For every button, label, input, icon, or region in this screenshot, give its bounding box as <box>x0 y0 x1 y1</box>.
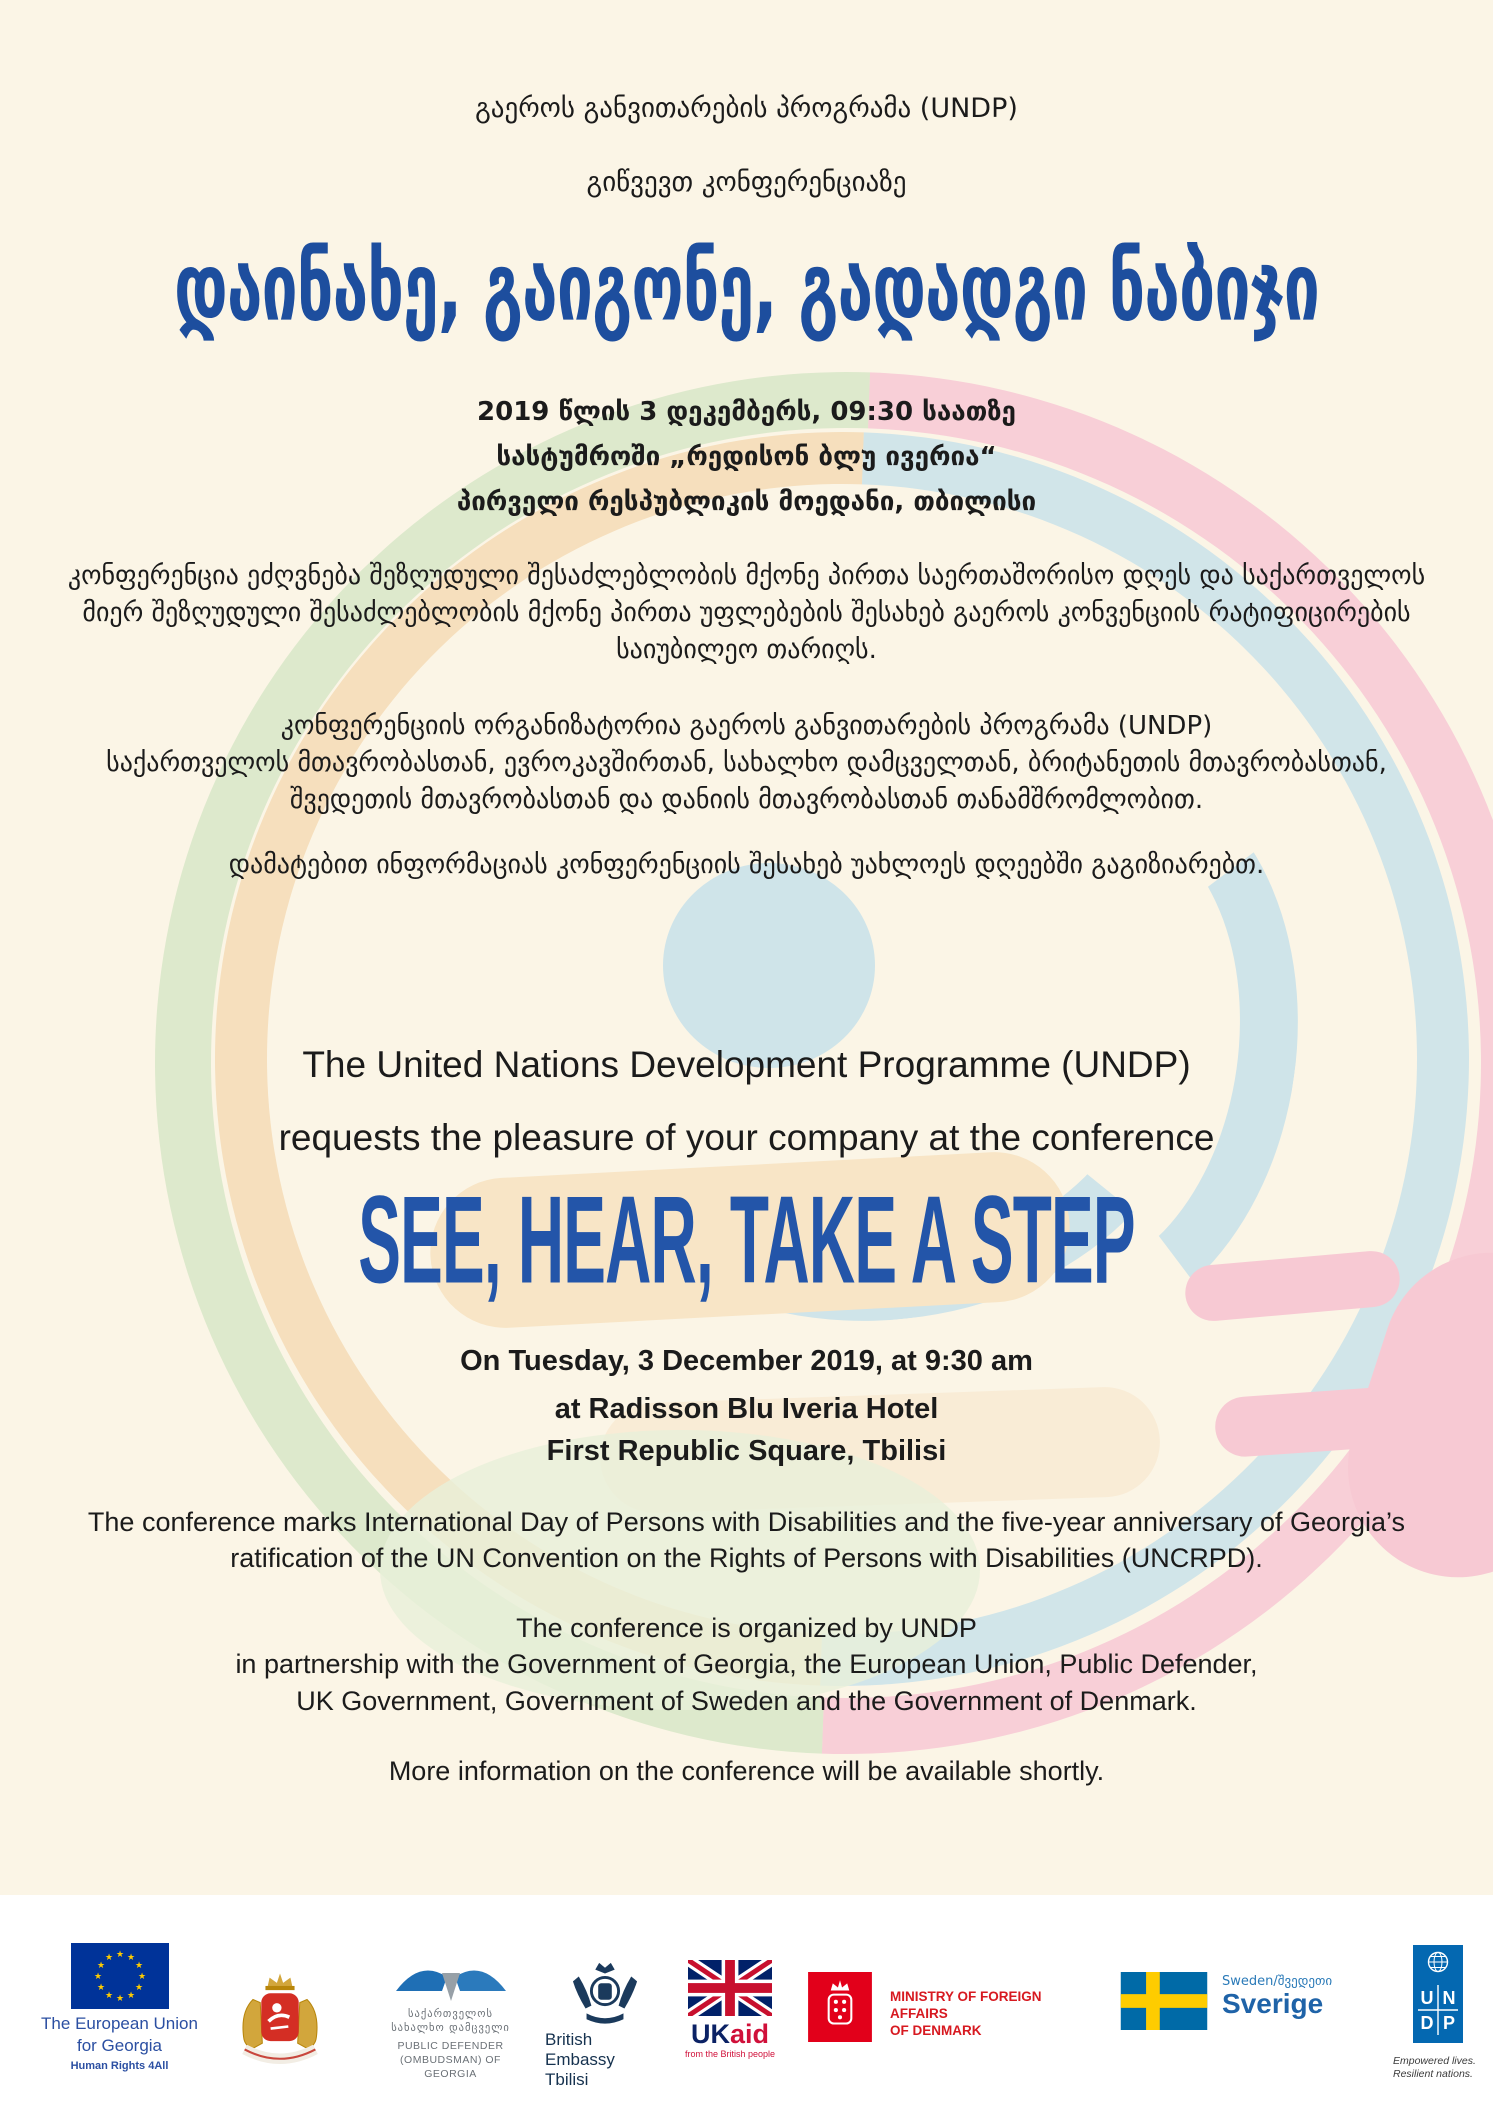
english-paragraph3: More information on the conference will be available shortly. <box>388 1756 1105 1786</box>
georgia-coat-of-arms-icon <box>228 1966 332 2086</box>
union-jack-icon <box>688 1960 772 2016</box>
georgian-venue-line: სასტუმროში „რედისონ ბლუ ივერია“ <box>496 442 997 472</box>
georgian-date-line: 2019 წლის 3 დეკემბერს, 09:30 საათზე <box>477 397 1016 427</box>
public-defender-bird-icon <box>392 1955 510 2003</box>
english-paragraph2-line3: UK Government, Government of Sweden and the Government of Denmark. <box>296 1686 1197 1716</box>
undp-tagline-line1: Empowered lives. <box>1393 2055 1476 2067</box>
denmark-crest-icon <box>808 1972 872 2042</box>
british-embassy-line1: British Embassy <box>545 2030 615 2069</box>
english-address-line: First Republic Square, Tbilisi <box>546 1435 947 1467</box>
georgian-intro-line2: გიწვევთ კონფერენციაზე <box>586 167 907 198</box>
public-defender-georgian-line1: საქართველოს <box>408 2008 493 2020</box>
ukaid-uk-text: UK <box>690 2019 730 2049</box>
sweden-logo <box>1118 1972 1368 2030</box>
undp-letter-u: U <box>1420 1988 1433 2008</box>
public-defender-logo <box>378 1955 523 2081</box>
georgian-address-line: პირველი რესპუბლიკის მოედანი, თბილისი <box>456 487 1037 517</box>
sweden-sverige-label: Sverige <box>1222 1988 1324 2019</box>
svg-text:★: ★ <box>126 1953 135 1963</box>
english-title: SEE, HEAR, TAKE A STEP <box>358 1171 1135 1310</box>
british-embassy-logo <box>545 1958 665 2090</box>
english-paragraph2-line1: The conference is organized by UNDP <box>516 1613 977 1643</box>
english-intro-line1: The United Nations Development Programme (UNDP) <box>302 1044 1191 1085</box>
sweden-flag-icon <box>1118 1972 1210 2030</box>
denmark-mfa-logo <box>808 1972 1098 2042</box>
undp-logo-icon <box>1413 1945 1463 2043</box>
denmark-mfa-line2: OF DENMARK <box>890 2023 982 2038</box>
georgian-paragraph1-line1: კონფერენცია ეძღვნება შეზღუდული შესაძლებლობის მქონე პირთა საერთაშორისო დღეს და საქართველოს <box>67 561 1426 591</box>
georgian-paragraph2-line1: კონფერენციის ორგანიზატორია გაეროს განვითარების პროგრამა (UNDP) <box>280 711 1213 741</box>
svg-text:★: ★ <box>104 1953 113 1963</box>
public-defender-english-line2: (OMBUDSMAN) OF GEORGIA <box>400 2054 501 2080</box>
public-defender-georgian-line2: სახალხო დამცველი <box>391 2022 510 2034</box>
sweden-bilingual-label: Sweden/შვედეთი <box>1222 1974 1333 1989</box>
english-paragraph1-line1: The conference marks International Day of Persons with Disabilities and the five-year anniversary of Georgia’s <box>87 1507 1406 1537</box>
ukaid-logo <box>680 1960 780 2059</box>
svg-text:★: ★ <box>137 1972 146 1982</box>
british-embassy-line2: Tbilisi <box>545 2070 589 2089</box>
eu-logo-line2: for Georgia <box>76 2036 163 2055</box>
english-venue-line: at Radisson Blu Iveria Hotel <box>554 1393 939 1425</box>
eu-logo-line1: The European Union <box>41 2014 198 2033</box>
svg-text:★: ★ <box>93 1972 102 1982</box>
svg-text:★: ★ <box>115 1994 124 2004</box>
svg-text:★: ★ <box>96 1961 105 1971</box>
undp-logo <box>1385 1945 1490 2081</box>
undp-letter-n: N <box>1442 1988 1455 2008</box>
english-paragraph1-line2: ratification of the UN Convention on the Rights of Persons with Disabilities (UNCRPD). <box>230 1543 1263 1573</box>
english-intro-line2: requests the pleasure of your company at the conference <box>278 1117 1215 1158</box>
georgian-intro-line1: გაეროს განვითარების პროგრამა (UNDP) <box>475 93 1018 124</box>
eu-logo-line3: Human Rights 4All <box>70 2060 169 2072</box>
svg-text:★: ★ <box>115 1950 124 1960</box>
svg-text:★: ★ <box>134 1983 143 1993</box>
georgia-coat-of-arms-logo <box>225 1966 335 2090</box>
ukaid-aid-text: aid <box>729 2019 769 2049</box>
british-embassy-label <box>545 2030 665 2090</box>
british-embassy-crest-icon <box>566 1958 644 2026</box>
public-defender-english-line1: PUBLIC DEFENDER <box>397 2040 504 2052</box>
english-date-line: On Tuesday, 3 December 2019, at 9:30 am <box>460 1345 1033 1377</box>
georgian-paragraph1-line3: საიუბილეო თარიღს. <box>616 635 877 665</box>
georgian-title: დაინახე, გაიგონე, გადადგი ნაბიჯი <box>174 231 1319 343</box>
eu-flag-icon <box>71 1943 169 2009</box>
undp-letter-d: D <box>1420 2013 1433 2033</box>
svg-text:★: ★ <box>126 1991 135 2001</box>
denmark-mfa-label <box>890 1972 1098 2039</box>
georgian-paragraph3: დამატებით ინფორმაციას კონფერენციის შესახებ უახლოეს დღეებში გაგიზიარებთ. <box>228 850 1265 880</box>
georgian-paragraph1-line2: მიერ შეზღუდული შესაძლებლობის მქონე პირთა უფლებების შესახებ გაეროს კონვენციის რატიფიცირების <box>82 598 1411 628</box>
undp-tagline-line2: Resilient nations. <box>1393 2068 1473 2080</box>
eu-logo <box>22 1943 217 2072</box>
svg-text:★: ★ <box>104 1991 113 2001</box>
georgian-paragraph2-line3: შვედეთის მთავრობასთან და დანიის მთავრობასთან თანამშრომლობით. <box>289 785 1204 815</box>
ukaid-tagline: from the British people <box>684 2049 776 2059</box>
ukaid-wordmark <box>680 2020 780 2048</box>
svg-text:★: ★ <box>96 1983 105 1993</box>
denmark-mfa-line1: MINISTRY OF FOREIGN AFFAIRS <box>890 1989 1042 2021</box>
svg-text:★: ★ <box>134 1961 143 1971</box>
georgian-paragraph2-line2: საქართველოს მთავრობასთან, ევროკავშირთან, სახალხო დამცველთან, ბრიტანეთის მთავრობასთან, <box>106 748 1387 778</box>
undp-letter-p: P <box>1442 2013 1455 2033</box>
english-paragraph2-line2: in partnership with the Government of Georgia, the European Union, Public Defender, <box>235 1649 1258 1679</box>
